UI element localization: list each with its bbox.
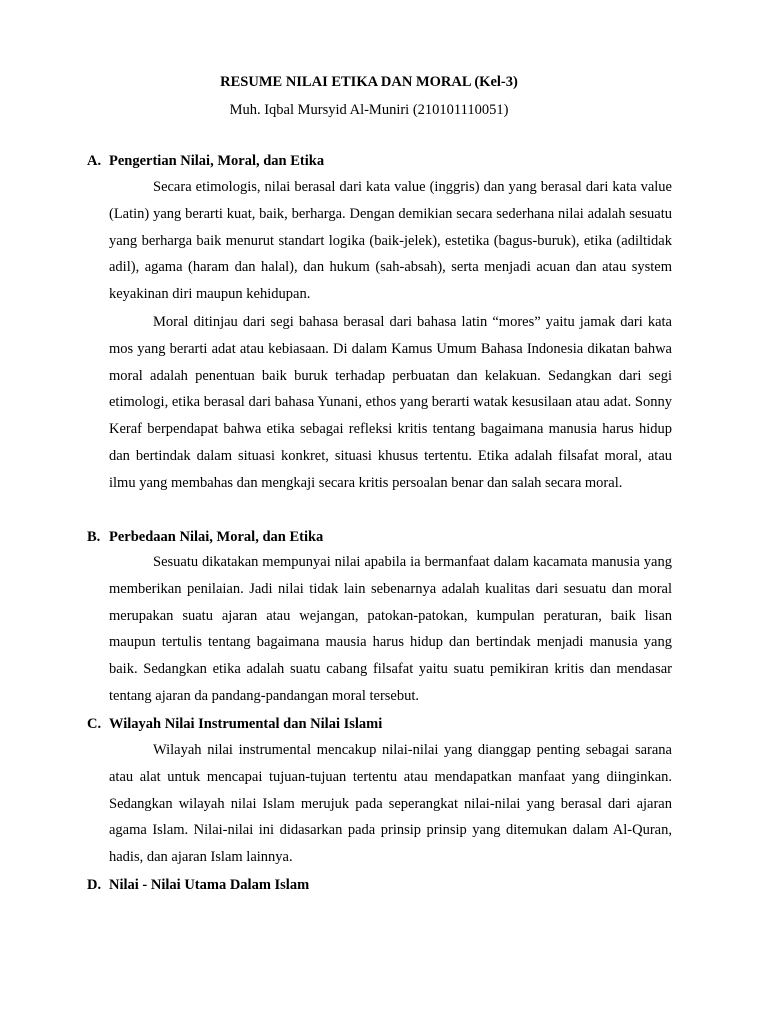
section-heading-c bbox=[87, 714, 382, 734]
section-heading-text: Nilai - Nilai Utama Dalam Islam bbox=[109, 877, 310, 893]
section-letter: A. bbox=[87, 153, 102, 169]
paragraph: Moral ditinjau dari segi bahasa berasal dari bahasa latin “mores” yaitu jamak dari kata mos yang berarti adat atau kebiasaan. Di dalam Kamus Umum Bahasa Indonesia dikatan bahwa moral adalah penentuan baik buruk terhadap perbuatan dan kelakuan. Sedangkan dari segi etimologi, etika berasal dari bahasa Yunani, ethos yang berarti watak kesusilaan atau adat. Sonny Keraf berpendapat bahwa etika sebagai refleksi kritis tentang bagaimana manusia harus hidup dan bertindak dalam situasi konkret, situasi khusus tertentu. Etika adalah filsafat moral, atau ilmu yang membahas dan mengkaji secara kritis persoalan benar dan salah secara moral. bbox=[109, 314, 672, 491]
paragraph: Secara etimologis, nilai berasal dari kata value (inggris) dan yang berasal dari kata value (Latin) yang berarti kuat, baik, berharga. Dengan demikian secara sederhana nilai adalah sesuatu yang berharga baik menurut standart logika (baik-jelek), estetika (bagus-buruk), etika (adiltidak adil), agama (haram dan halal), dan hukum (sah-absah), serta menjadi acuan dan atau system keyakinan diri maupun kehidupan. bbox=[109, 179, 672, 303]
section-heading-d bbox=[87, 875, 309, 895]
section-heading-b bbox=[87, 527, 323, 547]
section-heading-text: Wilayah Nilai Instrumental dan Nilai Islami bbox=[109, 716, 383, 732]
section-letter: D. bbox=[87, 877, 102, 893]
section-heading-a bbox=[87, 151, 324, 171]
section-heading-text: Perbedaan Nilai, Moral, dan Etika bbox=[109, 529, 324, 545]
paragraph: Sesuatu dikatakan mempunyai nilai apabila ia bermanfaat dalam kacamata manusia yang memberikan penilaian. Jadi nilai tidak lain sebenarnya adalah kualitas dari sesuatu dan moral merupakan suatu ajaran atau wejangan, patokan-patokan, kumpulan peraturan, baik lisan maupun tertulis tentang bagaimana mausia harus hidup dan bertindak menjadi manusia yang baik. Sedangkan etika adalah suatu cabang filsafat yaitu suatu pemikiran kritis dan mendasar tentang ajaran da pandang-pandangan moral tersebut. bbox=[109, 554, 672, 704]
section-letter: B. bbox=[87, 529, 101, 545]
section-heading-text: Pengertian Nilai, Moral, dan Etika bbox=[109, 153, 325, 169]
document-title: RESUME NILAI ETIKA DAN MORAL (Kel-3) bbox=[220, 74, 518, 90]
section-letter: C. bbox=[87, 716, 102, 732]
paragraph: Wilayah nilai instrumental mencakup nilai-nilai yang dianggap penting sebagai sarana atau alat untuk mencapai tujuan-tujuan tertentu atau mendapatkan manfaat yang diinginkan. Sedangkan wilayah nilai Islam merujuk pada seperangkat nilai-nilai yang berasal dari ajaran agama Islam. Nilai-nilai ini didasarkan pada prinsip prinsip yang ditemukan dalam Al-Quran, hadis, dan ajaran Islam lainnya. bbox=[109, 742, 672, 866]
document-author: Muh. Iqbal Mursyid Al-Muniri (210101110051) bbox=[229, 102, 509, 118]
